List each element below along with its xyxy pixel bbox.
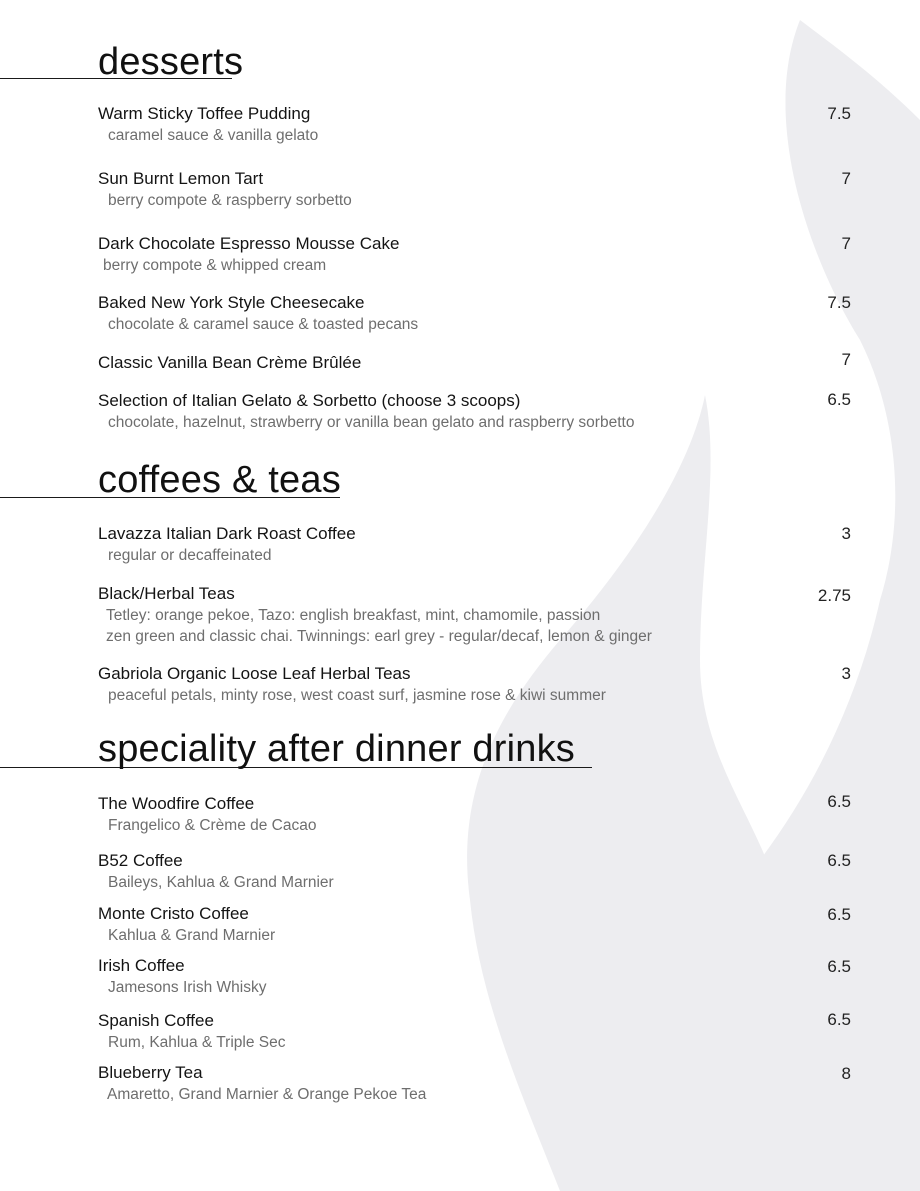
menu-item xyxy=(98,1062,853,1105)
menu-item xyxy=(98,292,853,335)
item-name: Baked New York Style Cheesecake xyxy=(98,293,365,312)
menu-item xyxy=(98,1010,853,1053)
item-name: B52 Coffee xyxy=(98,851,183,870)
item-name: Dark Chocolate Espresso Mousse Cake xyxy=(98,234,400,253)
menu-item xyxy=(98,955,853,998)
item-name: Spanish Coffee xyxy=(98,1011,214,1030)
item-price: 2.75 xyxy=(817,586,851,605)
item-name: Monte Cristo Coffee xyxy=(98,904,249,923)
item-price: 6.5 xyxy=(827,1010,851,1029)
item-description: caramel sauce & vanilla gelato xyxy=(108,127,319,144)
item-price: 7.5 xyxy=(827,293,851,312)
item-price: 6.5 xyxy=(827,905,851,924)
item-description: Kahlua & Grand Marnier xyxy=(108,927,276,944)
item-description: regular or decaffeinated xyxy=(108,547,272,564)
item-description: Tetley: orange pekoe, Tazo: english breakfast, mint, chamomile, passion xyxy=(106,607,601,624)
item-price: 7 xyxy=(841,350,851,369)
item-name: Selection of Italian Gelato & Sorbetto (choose 3 scoops) xyxy=(98,391,521,410)
item-price: 7 xyxy=(841,234,851,253)
item-description: Rum, Kahlua & Triple Sec xyxy=(108,1034,286,1051)
item-description: berry compote & raspberry sorbetto xyxy=(108,192,352,209)
item-price: 6.5 xyxy=(827,390,851,409)
item-name: Irish Coffee xyxy=(98,956,185,975)
section-heading: desserts xyxy=(98,41,244,83)
menu-item xyxy=(98,352,853,374)
item-description: berry compote & whipped cream xyxy=(103,257,327,274)
item-name: Gabriola Organic Loose Leaf Herbal Teas xyxy=(98,664,411,683)
item-price: 8 xyxy=(841,1064,851,1083)
item-description: Jamesons Irish Whisky xyxy=(108,979,267,996)
menu-item xyxy=(98,233,853,276)
item-name: Classic Vanilla Bean Crème Brûlée xyxy=(98,353,362,372)
menu-item xyxy=(98,390,853,433)
item-description: Baileys, Kahlua & Grand Marnier xyxy=(108,874,334,891)
item-description: chocolate, hazelnut, strawberry or vanilla bean gelato and raspberry sorbetto xyxy=(108,414,635,431)
item-description: Amaretto, Grand Marnier & Orange Pekoe Tea xyxy=(107,1086,427,1103)
menu-item xyxy=(98,523,853,566)
item-name: Blueberry Tea xyxy=(98,1063,203,1082)
menu-item xyxy=(98,903,853,946)
item-price: 6.5 xyxy=(827,792,851,811)
item-description: peaceful petals, minty rose, west coast surf, jasmine rose & kiwi summer xyxy=(108,687,606,704)
item-description: zen green and classic chai. Twinnings: earl grey - regular/decaf, lemon & ginger xyxy=(106,628,652,645)
item-price: 3 xyxy=(841,524,851,543)
menu-item xyxy=(98,793,853,836)
section-heading: speciality after dinner drinks xyxy=(98,728,575,770)
item-price: 6.5 xyxy=(827,851,851,870)
menu-item xyxy=(98,168,853,211)
item-description: Frangelico & Crème de Cacao xyxy=(108,817,317,834)
item-name: Black/Herbal Teas xyxy=(98,584,235,603)
item-name: Warm Sticky Toffee Pudding xyxy=(98,104,311,123)
item-price: 3 xyxy=(841,664,851,683)
menu-item xyxy=(98,103,853,146)
section-heading: coffees & teas xyxy=(98,459,341,501)
item-name: The Woodfire Coffee xyxy=(98,794,255,813)
menu-item xyxy=(98,583,853,647)
item-name: Sun Burnt Lemon Tart xyxy=(98,169,264,188)
item-price: 7.5 xyxy=(827,104,851,123)
item-price: 6.5 xyxy=(827,957,851,976)
item-price: 7 xyxy=(841,169,851,188)
item-name: Lavazza Italian Dark Roast Coffee xyxy=(98,524,356,543)
item-description: chocolate & caramel sauce & toasted pecans xyxy=(108,316,419,333)
menu-item xyxy=(98,850,853,893)
menu-item xyxy=(98,663,853,706)
